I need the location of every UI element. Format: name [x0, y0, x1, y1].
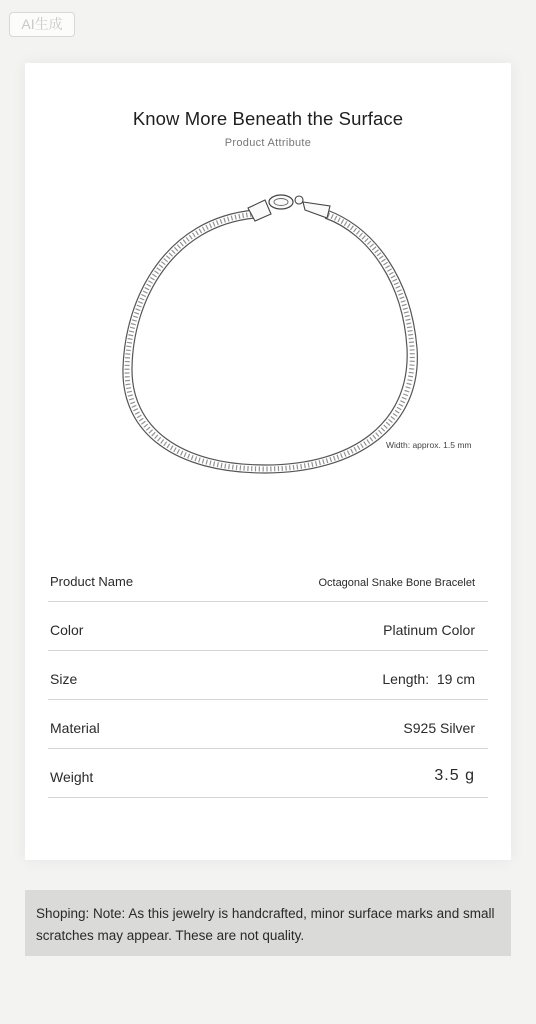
- attribute-value: Octagonal Snake Bone Bracelet: [318, 577, 475, 589]
- product-attribute-card: [25, 63, 511, 860]
- ai-generated-badge: AI生成: [9, 12, 75, 37]
- attribute-row-material: [48, 700, 488, 749]
- page-title: Know More Beneath the Surface: [132, 108, 404, 129]
- attribute-row-size: [48, 651, 488, 700]
- attribute-row-product-name: [48, 565, 488, 602]
- attribute-value: Length: 19 cm: [382, 671, 475, 687]
- attribute-row-color: [48, 602, 488, 651]
- attribute-label: Color: [50, 622, 84, 638]
- width-note: Width: approx. 1.5 mm: [386, 440, 472, 450]
- handcraft-notice: Shoping: Note: As this jewelry is handcrafted, minor surface marks and small scratches may appear. These are not quality.: [25, 890, 511, 956]
- attribute-value: S925 Silver: [403, 720, 475, 736]
- attribute-value: 3.5 g: [434, 767, 475, 784]
- attribute-label: Material: [50, 720, 100, 736]
- attribute-row-weight: [48, 749, 488, 798]
- bracelet-image: [105, 188, 425, 498]
- attribute-label: Size: [50, 671, 78, 687]
- page-subtitle: Product Attribute: [224, 137, 312, 149]
- attribute-label: Weight: [50, 769, 94, 785]
- attribute-table: [48, 565, 488, 798]
- attribute-label: Product Name: [50, 574, 134, 589]
- attribute-value: Platinum Color: [383, 622, 475, 638]
- clasp-icon: [248, 195, 330, 221]
